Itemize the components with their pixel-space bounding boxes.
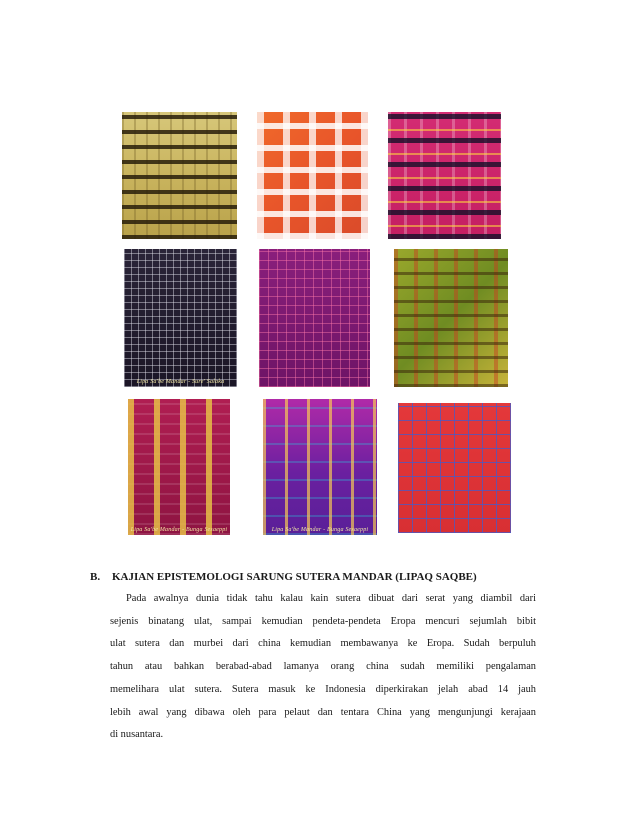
section-heading bbox=[90, 571, 477, 583]
paragraph-line: tahun atau bahkan berabad-abad lamanya orang china sudah memiliki pengalaman bbox=[110, 661, 536, 673]
sarung-photo-3 bbox=[388, 112, 501, 239]
sarung-photo-5 bbox=[259, 249, 370, 387]
sarung-photo-8 bbox=[263, 399, 377, 535]
sarung-photo-2 bbox=[257, 112, 368, 239]
paragraph-line: ulat sutera dan murbei dari china kemudian membawanya ke Eropa. Sudah berpuluh bbox=[110, 638, 536, 650]
paragraph-line: lebih awal yang dibawa oleh para pelaut dan tentara China yang mengunjungi kerajaan bbox=[110, 706, 536, 718]
sarung-photo-6 bbox=[394, 249, 508, 387]
paragraph-line: sejenis binatang ulat, sampai kemudian pendeta-pendeta Eropa mencuri sejumlah bibit bbox=[110, 615, 536, 627]
photo-caption: Lipa Sa'be Mandar - Bunga Sesaeppi bbox=[271, 527, 369, 533]
paragraph-line: Pada awalnya dunia tidak tahu kalau kain sutera dibuat dari serat yang diambil dari bbox=[126, 593, 536, 604]
sarung-photo-7 bbox=[128, 399, 230, 535]
section-label: B. bbox=[90, 571, 101, 583]
sarung-photo-4 bbox=[124, 249, 237, 387]
section-title: KAJIAN EPISTEMOLOGI SARUNG SUTERA MANDAR (LIPAQ SAQBE) bbox=[112, 571, 477, 583]
photo-caption: Lipa Sa'be Mandar - Bunga Sesaeppi bbox=[130, 527, 228, 533]
body-paragraph bbox=[110, 588, 536, 747]
sarung-photo-1 bbox=[122, 112, 237, 239]
paragraph-line: di nusantara. bbox=[110, 729, 164, 741]
sarung-photo-9 bbox=[398, 403, 511, 533]
photo-caption: Lipa Sa'be Mandar - Sure' Salaka bbox=[136, 379, 225, 385]
paragraph-line: memelihara ulat sutera. Sutera masuk ke Indonesia diperkirakan jelah abad 14 jauh bbox=[110, 683, 536, 695]
